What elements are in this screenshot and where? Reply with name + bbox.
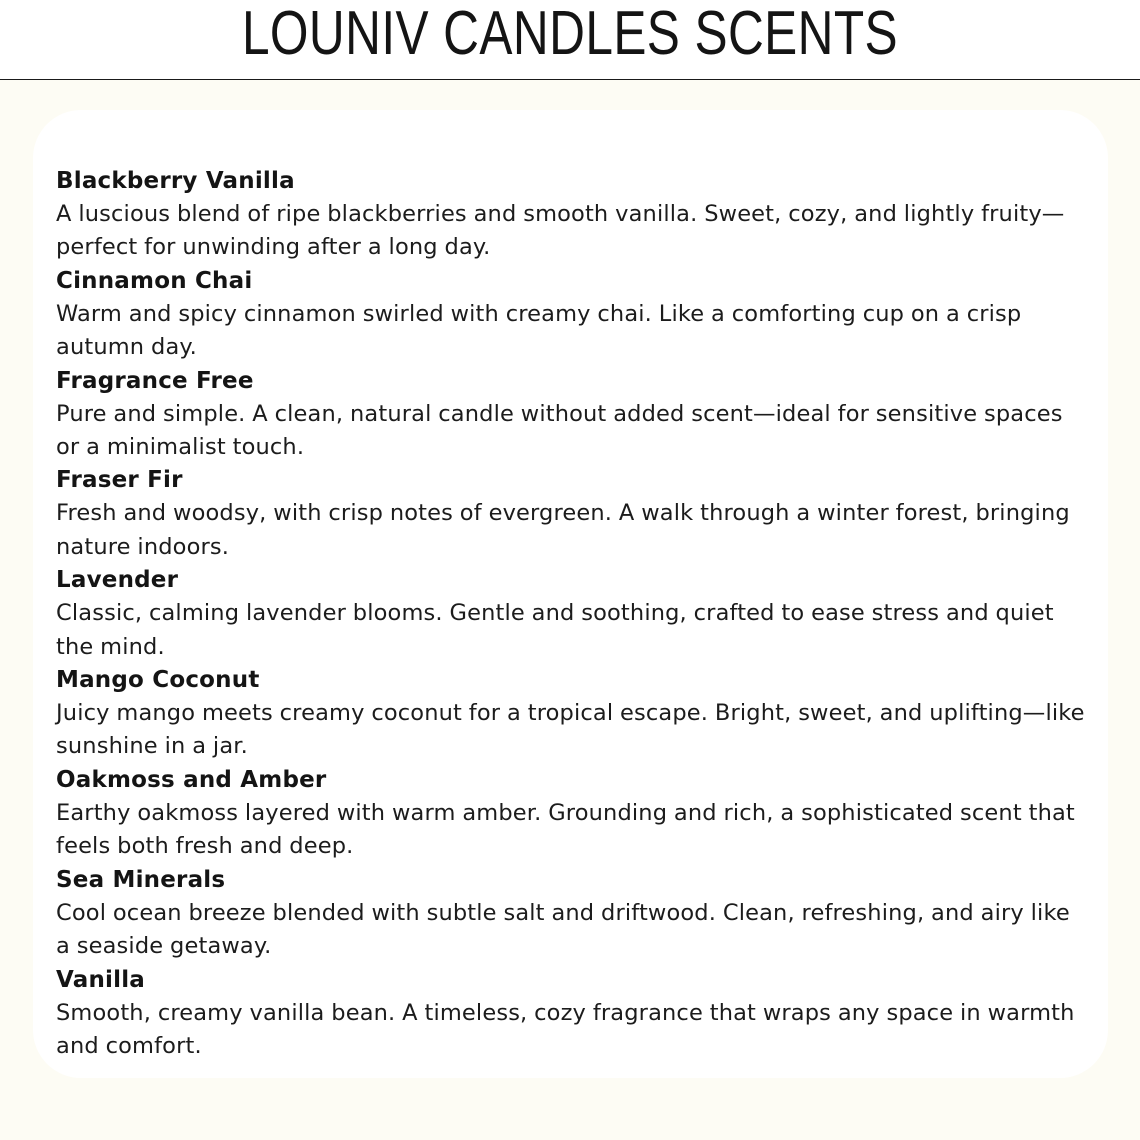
scent-name: Fragrance Free <box>56 367 254 394</box>
scent-description: Smooth, creamy vanilla bean. A timeless, cozy fragrance that wraps any space in warmth and comfort. <box>56 999 1075 1059</box>
scent-description: Pure and simple. A clean, natural candle without added scent—ideal for sensitive spaces or a minimalist touch. <box>56 400 1063 461</box>
scent-description: Warm and spicy cinnamon swirled with creamy chai. Like a comforting cup on a crisp autumn day. <box>56 300 1022 361</box>
scent-name: Cinnamon Chai <box>56 267 253 294</box>
scent-description: Classic, calming lavender blooms. Gentle and soothing, crafted to ease stress and quiet the mind. <box>56 600 1054 660</box>
scent-name: Blackberry Vanilla <box>56 168 295 194</box>
scent-item-fragrance-free <box>56 365 1088 465</box>
scent-name: Sea Minerals <box>56 866 226 893</box>
scent-description: Juicy mango meets creamy coconut for a tropical escape. Bright, sweet, and uplifting—like sunshine in a jar. <box>56 700 1085 760</box>
scent-item-sea-minerals <box>56 864 1088 964</box>
scent-description: Fresh and woodsy, with crisp notes of evergreen. A walk through a winter forest, bringing nature indoors. <box>56 500 1070 560</box>
scent-item-mango-coconut <box>56 664 1088 764</box>
scent-name: Lavender <box>56 567 179 594</box>
page-header <box>0 0 1140 80</box>
scent-name: Oakmoss and Amber <box>56 766 327 793</box>
scent-name: Mango Coconut <box>56 667 260 694</box>
scent-item-blackberry-vanilla <box>56 165 1088 265</box>
scent-name: Fraser Fir <box>56 467 183 494</box>
scents-card <box>33 110 1108 1078</box>
page-title: LOUNIV CANDLES SCENTS <box>241 0 899 68</box>
scent-item-vanilla <box>56 964 1088 1064</box>
scent-item-cinnamon-chai <box>56 265 1088 365</box>
scent-item-oakmoss-and-amber <box>56 764 1088 864</box>
scent-description: Cool ocean breeze blended with subtle salt and driftwood. Clean, refreshing, and airy like a seaside getaway. <box>56 899 1070 960</box>
scent-name: Vanilla <box>56 966 146 993</box>
scent-description: A luscious blend of ripe blackberries and smooth vanilla. Sweet, cozy, and lightly fruity—perfect for unwinding after a long day. <box>56 201 1065 261</box>
scent-item-fraser-fir <box>56 464 1088 564</box>
scent-item-lavender <box>56 564 1088 664</box>
scent-description: Earthy oakmoss layered with warm amber. Grounding and rich, a sophisticated scent that feels both fresh and deep. <box>56 799 1075 860</box>
